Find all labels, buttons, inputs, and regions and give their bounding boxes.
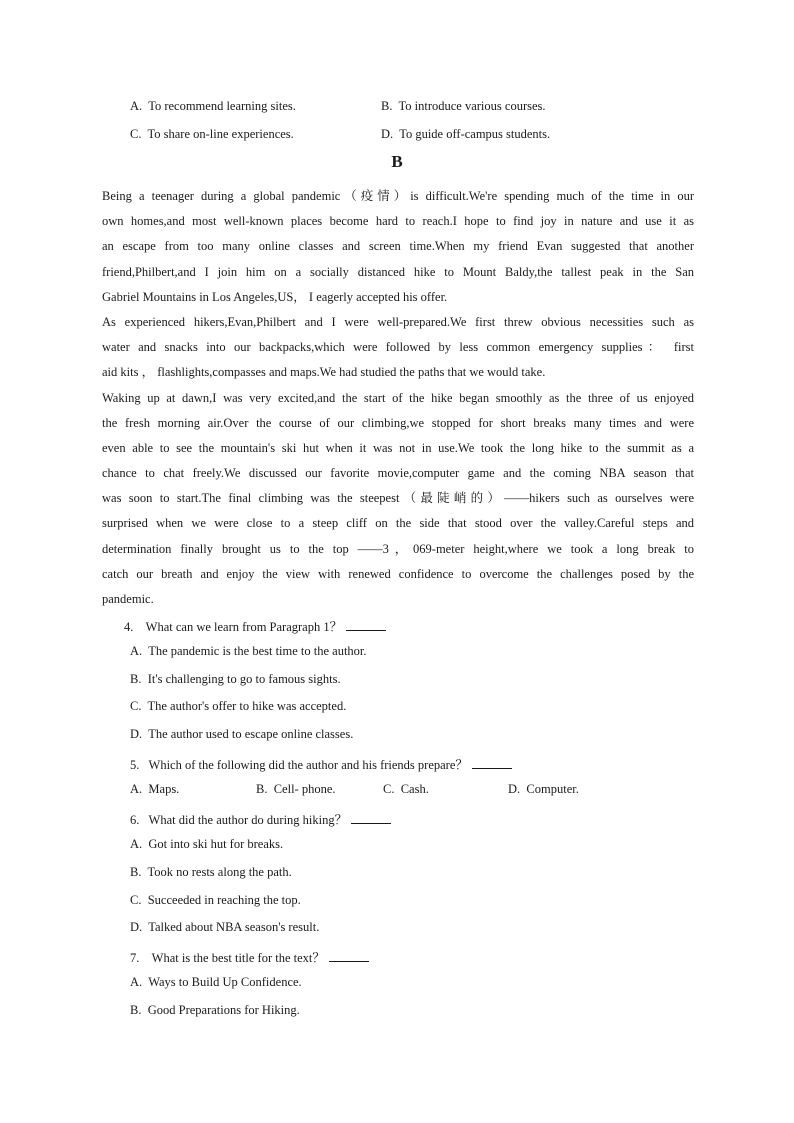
passage-line: Waking up at dawn,I was very excited,and the start of the hike began smoothly as the three of us enjoyed xyxy=(102,390,694,405)
passage-line: aid kits ， flashlights,compasses and maps.We had studied the paths that we would take. xyxy=(102,365,546,380)
prev-option-c: C. To share on-line experiences. xyxy=(130,127,294,141)
prev-option-d: D. To guide off-campus students. xyxy=(381,127,551,141)
question-7-option-a: A. Ways to Build Up Confidence. xyxy=(130,975,302,989)
passage-line: As experienced hikers,Evan,Philbert and I were well-prepared.We first threw obvious necessities such as xyxy=(102,314,694,329)
question-5-option-b: B. Cell- phone. xyxy=(256,782,336,796)
answer-blank[interactable] xyxy=(329,949,369,962)
answer-blank[interactable] xyxy=(351,811,391,824)
passage-line: pandemic. xyxy=(102,592,154,606)
passage-line: the fresh morning air.Over the course of our climbing,we stopped for short breaks many times and were xyxy=(102,415,694,430)
question-6-option-d: D. Talked about NBA season's result. xyxy=(130,920,320,934)
reading-passage xyxy=(102,184,694,612)
passage-line: Gabriel Mountains in Los Angeles,US， I eagerly accepted his offer. xyxy=(102,289,448,304)
prev-option-b: B. To introduce various courses. xyxy=(381,99,546,113)
question-5: 5. Which of the following did the author and his friends prepare？ xyxy=(130,755,512,773)
passage-line: an escape from too many online classes and screen time.When my friend Evan suggested that another xyxy=(102,239,694,254)
question-6-option-b: B. Took no rests along the path. xyxy=(130,865,292,879)
question-4-option-c: C. The author's offer to hike was accepted. xyxy=(130,699,347,713)
passage-line: even able to see the mountain's ski hut when it was not in use.We took the long hike to the summit as a xyxy=(102,440,694,455)
question-6-option-a: A. Got into ski hut for breaks. xyxy=(130,837,284,851)
passage-line: own homes,and most well-known places become hard to reach.I hope to find joy in nature and use it as xyxy=(102,214,694,229)
question-6-option-c: C. Succeeded in reaching the top. xyxy=(130,893,301,907)
question-5-option-a: A. Maps. xyxy=(130,782,180,796)
prev-option-a: A. To recommend learning sites. xyxy=(130,99,296,113)
passage-line: Being a teenager during a global pandemic（疫情）is difficult.We're spending much of the time in our xyxy=(102,189,694,203)
question-6: 6. What did the author do during hiking？ xyxy=(130,810,391,828)
question-4: 4. What can we learn from Paragraph 1？ xyxy=(124,617,386,635)
question-4-option-d: D. The author used to escape online classes. xyxy=(130,727,354,741)
question-7-option-b: B. Good Preparations for Hiking. xyxy=(130,1003,300,1017)
answer-blank[interactable] xyxy=(346,618,386,631)
question-5-option-c: C. Cash. xyxy=(383,782,429,796)
passage-line: catch our breath and enjoy the view with renewed confidence to overcome the challenges posed by the xyxy=(102,566,694,581)
question-4-option-b: B. It's challenging to go to famous sights. xyxy=(130,672,341,686)
question-7: 7. What is the best title for the text？ xyxy=(130,948,369,966)
passage-line: was soon to start.The final climbing was the steepest（最陡峭的）——hikers such as ourselves were xyxy=(102,491,694,506)
section-heading: B xyxy=(391,152,403,171)
passage-line: surprised when we were close to a steep cliff on the side that stood over the valley.Careful steps and xyxy=(102,516,694,531)
passage-line: friend,Philbert,and I join him on a socially distanced hike to Mount Baldy,the tallest peak in the San xyxy=(102,264,694,279)
passage-line: water and snacks into our backpacks,which were followed by less common emergency supplies： first xyxy=(102,340,694,355)
question-4-option-a: A. The pandemic is the best time to the author. xyxy=(130,644,367,658)
passage-line: determination finally brought us to the top ——3，069-meter height,where we took a long break to xyxy=(102,541,694,556)
question-5-option-d: D. Computer. xyxy=(508,782,579,796)
answer-blank[interactable] xyxy=(472,756,512,769)
passage-line: chance to chat freely.We discussed our favorite movie,computer game and the coming NBA season that xyxy=(102,466,694,481)
